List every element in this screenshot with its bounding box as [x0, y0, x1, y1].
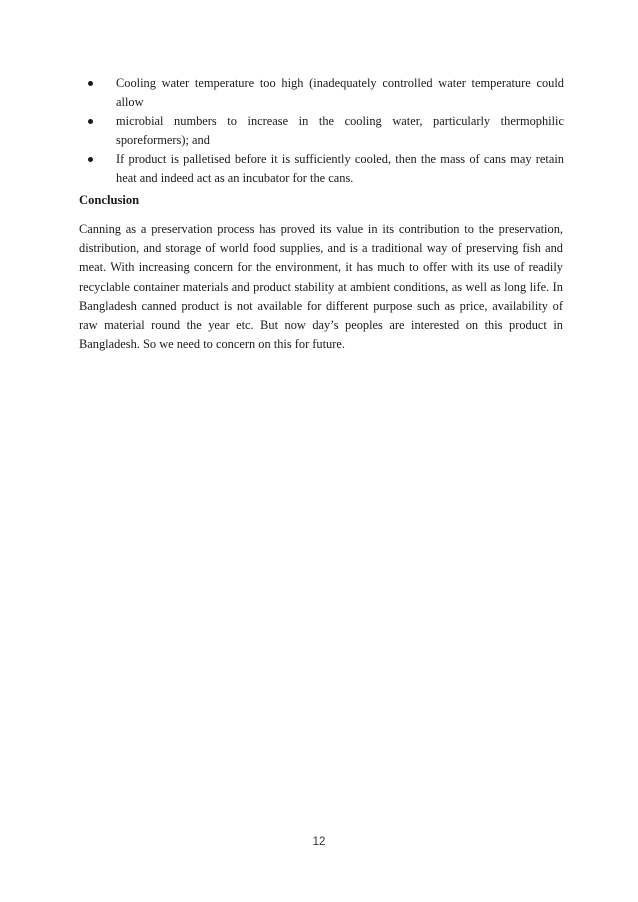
bullet-text: If product is palletised before it is sufficiently cooled, then the mass of cans may retain heat and indeed act as an incubator for the cans.	[116, 152, 564, 185]
conclusion-paragraph: Canning as a preservation process has proved its value in its contribution to the preservation, distribution, and storage of world food supplies, and is a traditional way of preserving fish and meat. With increasing concern for the environment, it has much to offer with its use of readily recyclable container materials and product stability at ambient conditions, as well as long life. In Bangladesh canned product is not available for different purpose such as price, availability of raw material round the year etc. But now day’s peoples are interested on this product in Bangladesh. So we need to concern on this for future.	[79, 222, 563, 352]
page-number: 12	[312, 836, 326, 848]
bullet-item	[79, 112, 564, 150]
bullet-item	[79, 74, 564, 112]
bullet-list	[79, 74, 564, 188]
bullet-text: Cooling water temperature too high (inadequately controlled water temperature could allow	[116, 76, 564, 109]
bullet-icon	[88, 157, 93, 162]
bullet-icon	[88, 81, 93, 86]
section-heading: Conclusion	[79, 193, 140, 207]
bullet-item	[79, 150, 564, 188]
bullet-text: microbial numbers to increase in the cooling water, particularly thermophilic sporeformers); and	[116, 114, 564, 147]
bullet-icon	[88, 119, 93, 124]
